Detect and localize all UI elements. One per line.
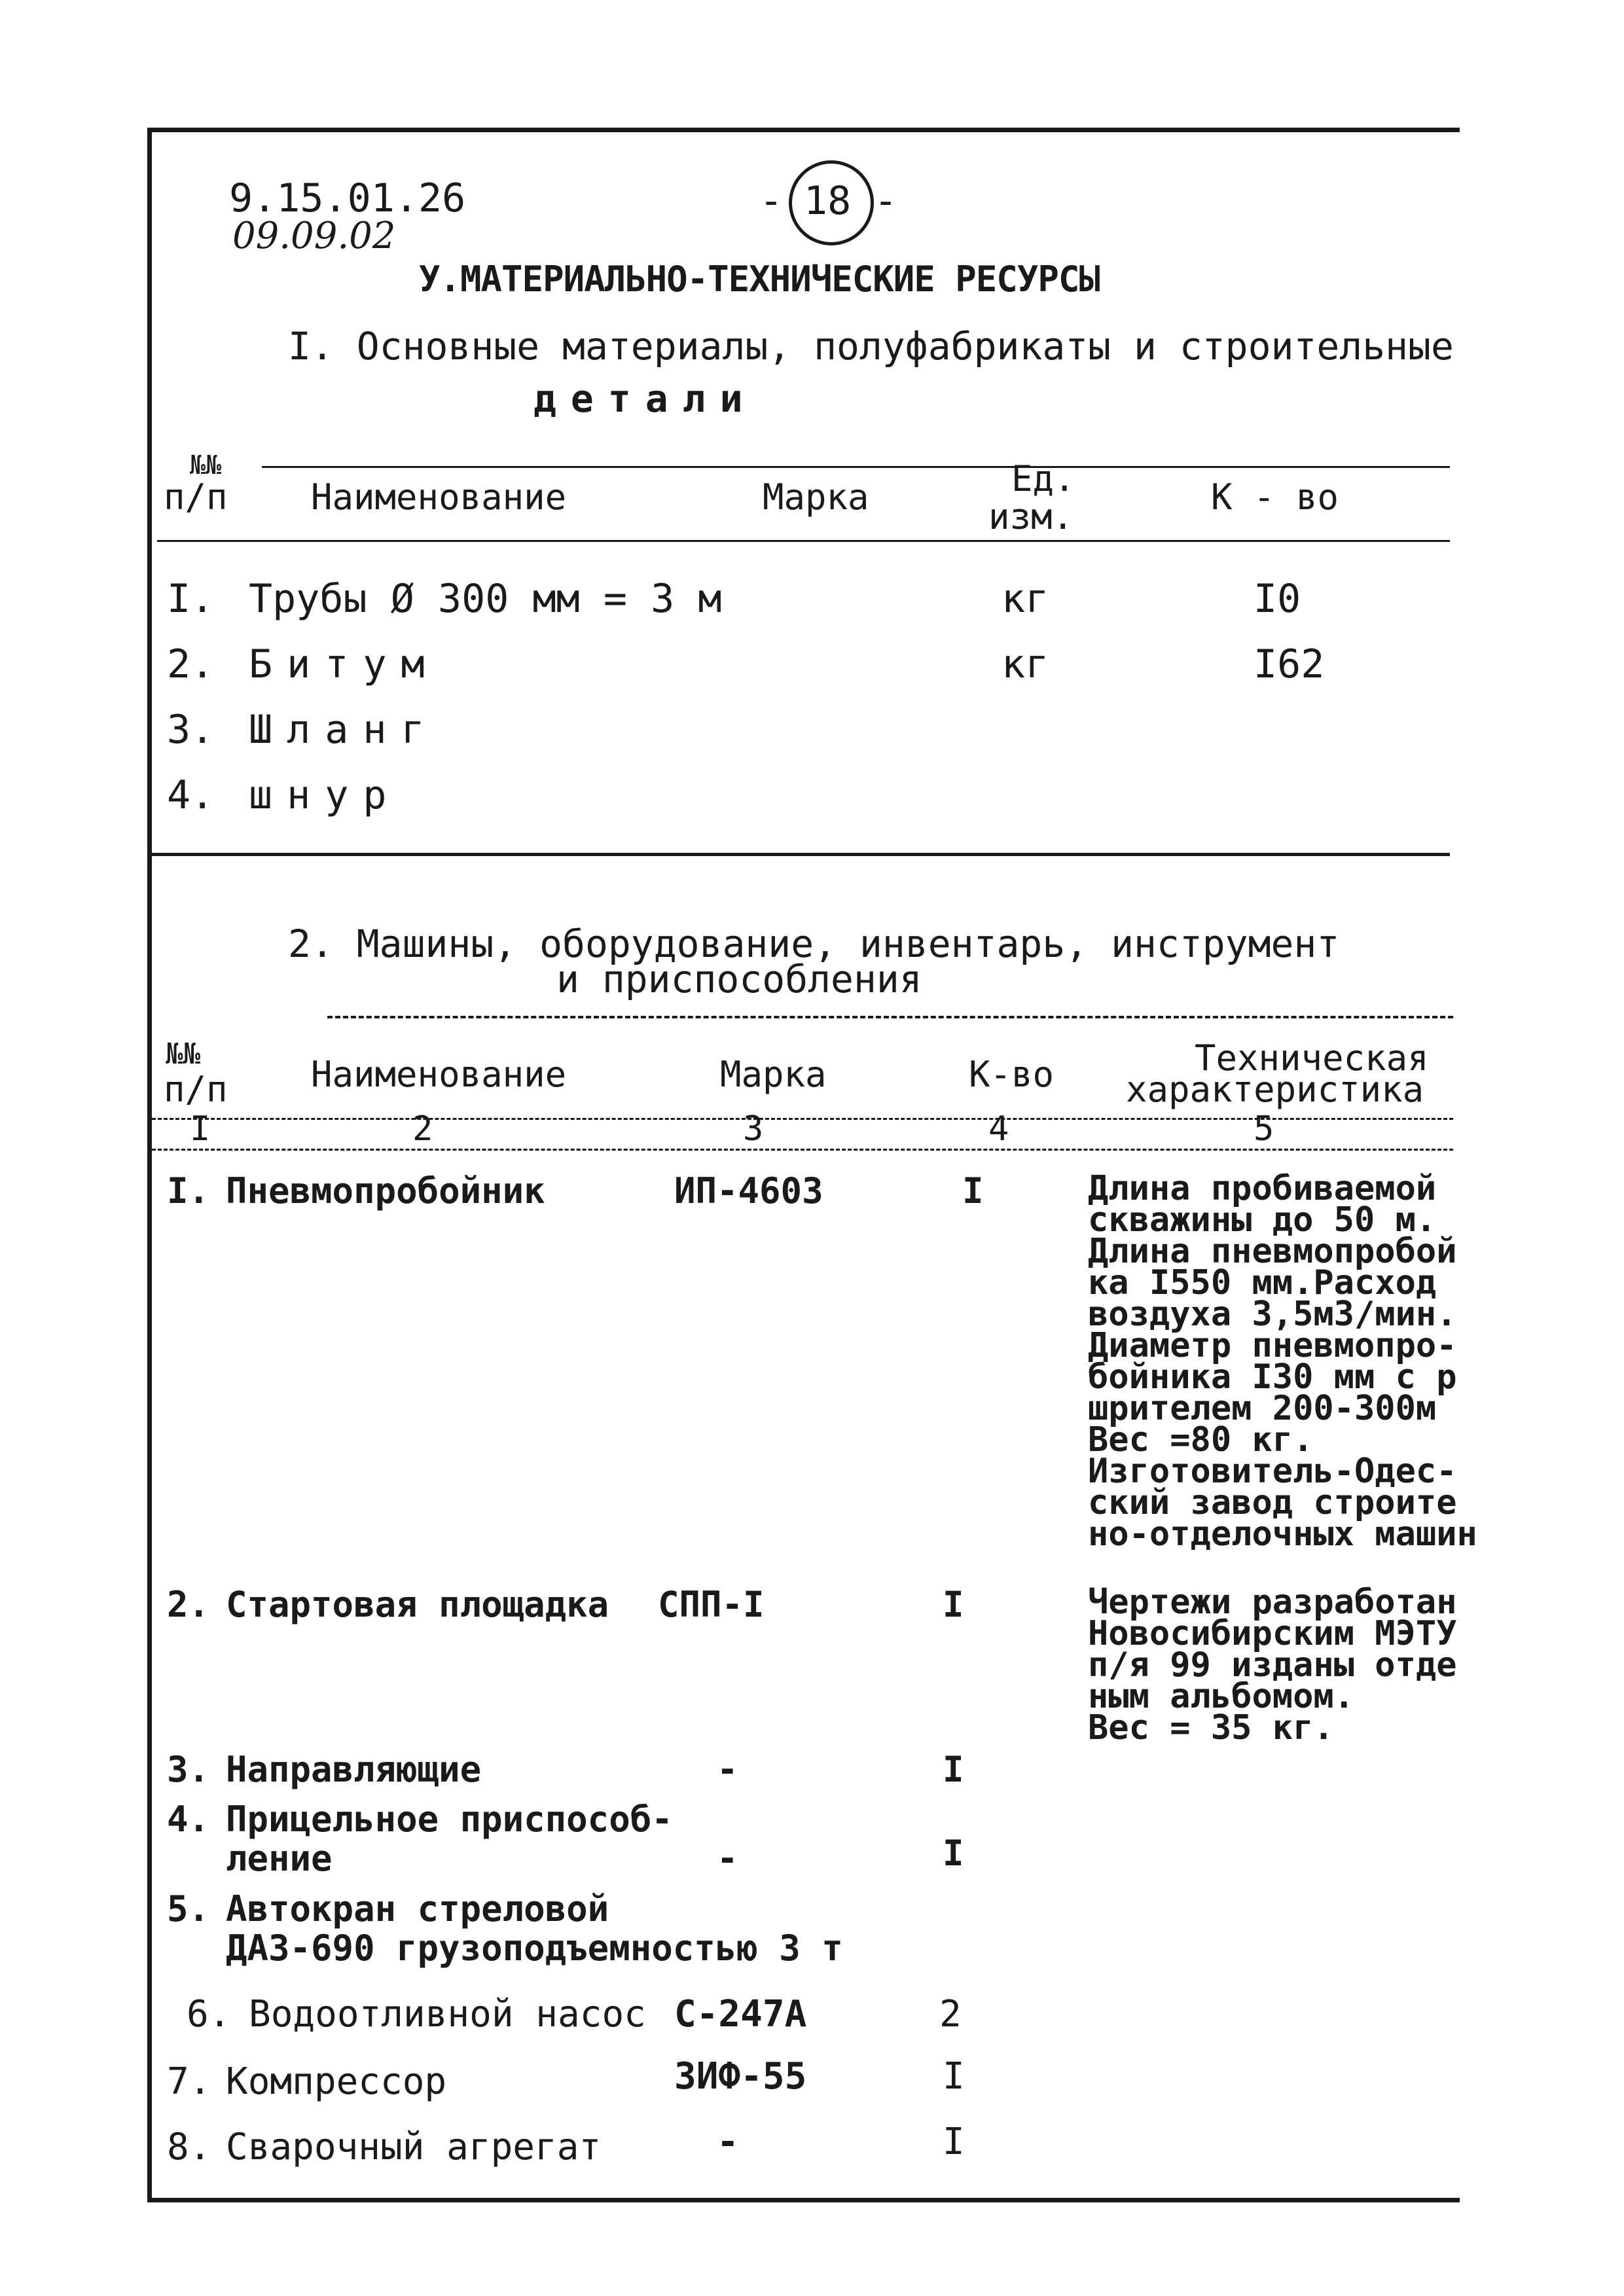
table2-header-top-rule (327, 1016, 1453, 1018)
table2-row-name: Направляющие (226, 1749, 482, 1790)
table1-row-num: 2. (167, 641, 215, 687)
table1-header-mark: Марка (763, 476, 869, 518)
table1-row-num: 4. (167, 772, 215, 818)
table2-row-qty: I (943, 1749, 964, 1790)
table2-header-name: Наименование (311, 1054, 567, 1095)
table1-row-name: Шланг (249, 707, 439, 753)
table2-row-mark: ЗИФ-55 (674, 2055, 807, 2098)
table1-row-num: I. (167, 576, 215, 622)
table2-row-name: Водоотливной насос (249, 1993, 646, 2036)
page-number-dash-right: - (874, 178, 898, 224)
table2-header-mark: Марка (720, 1054, 827, 1095)
table1-header-unit: изм. (988, 496, 1074, 537)
table2-row-qty: I (962, 1170, 984, 1211)
table1-header-num: п/п (164, 476, 228, 518)
table1-row-qty: I0 (1254, 576, 1301, 622)
table1-row-name: Трубы Ø 300 мм = 3 м (249, 576, 722, 622)
table2-row-mark: - (717, 1749, 738, 1790)
handwritten-date: 09.09.02 (232, 215, 396, 257)
table1-title: I. Основные материалы, полуфабрикаты и строительные (288, 324, 1454, 368)
table2-row-qty: 2 (939, 1993, 962, 2036)
table2-row-num: 3. (167, 1749, 210, 1790)
table2-header-num: п/п (164, 1069, 228, 1110)
table1-row-qty: I62 (1254, 641, 1325, 687)
table2-column-number: 2 (412, 1109, 433, 1149)
document-number: 9.15.01.26 (229, 175, 466, 221)
table2-row-mark: СПП-I (658, 1584, 765, 1625)
table2-row-num: 2. (167, 1584, 210, 1625)
table2-row-qty: I (943, 2055, 965, 2098)
table2-title-continued: и приспособления (556, 957, 922, 1001)
table2-column-number: 5 (1254, 1109, 1274, 1149)
frame-bottom-border (147, 2198, 1460, 2202)
table2-column-number: 4 (988, 1109, 1009, 1149)
table2-row-num: 5. (167, 1888, 210, 1929)
frame-top-border (147, 128, 1460, 132)
table1-header-name: Наименование (311, 476, 567, 518)
table2-row-name: Стартовая площадка (226, 1584, 609, 1625)
table2-header-tech-continued: характеристика (1126, 1069, 1424, 1110)
table2-row-name: Пневмопробойник (226, 1170, 545, 1211)
table1-header-qty: К - во (1211, 476, 1339, 518)
table2-row-name-continued: ление (226, 1838, 333, 1879)
table2-row-mark: ИП-4603 (674, 1170, 823, 1211)
table2-header-bottom-rule (152, 1149, 1453, 1151)
table2-row-qty: I (943, 1584, 964, 1625)
table2-row-num: 8. (167, 2126, 211, 2168)
table2-header-num-top: №№ (166, 1037, 200, 1071)
table2-column-number: 3 (743, 1109, 764, 1149)
frame-left-border (147, 128, 152, 2202)
table2-row-qty: I (943, 2121, 965, 2163)
section-title: У.МАТЕРИАЛЬНО-ТЕХНИЧЕСКИЕ РЕСУРСЫ (419, 259, 1100, 300)
table2-row-num: 7. (167, 2060, 211, 2103)
table1-row-unit: кг (1001, 641, 1049, 687)
table1-row-name: шнур (249, 772, 401, 818)
page-number-dash-left: - (759, 178, 784, 224)
table2-row-name: Автокран стреловой (226, 1888, 609, 1929)
table2-row-mark: - (717, 1838, 738, 1879)
table2-row-num: I. (167, 1170, 210, 1211)
table2-header-qty: К-во (969, 1054, 1055, 1095)
table2-row-name-continued: ДАЗ-690 грузоподъемностью 3 т (226, 1928, 843, 1969)
table2-row-mark: С-247А (674, 1993, 807, 2036)
table2-row-name: Компрессор (226, 2060, 447, 2103)
table2-row-num: 6. (187, 1993, 231, 2036)
table1-header-unit-top: Ед. (1011, 458, 1075, 499)
table2-column-number: I (190, 1109, 211, 1149)
table1-header-top-rule (262, 466, 1450, 468)
table2-row-tech: Чертежи разработан Новосибирским МЭТУ п/я 99 изданы отде ным альбомом. Вес = 35 кг. (1088, 1583, 1457, 1748)
table1-header-bottom-rule (157, 540, 1450, 542)
table1-row-name: Битум (249, 641, 439, 687)
table1-row-num: 3. (167, 707, 215, 753)
table2-row-name: Прицельное приспособ- (226, 1799, 673, 1840)
table2-row-qty: I (943, 1833, 964, 1874)
table2-title: 2. Машины, оборудование, инвентарь, инструмент (288, 922, 1340, 966)
table1-title-continued: детали (533, 376, 757, 421)
table2-row-mark: - (717, 2121, 739, 2163)
table1-bottom-rule (152, 853, 1450, 856)
table2-row-tech: Длина пробиваемой скважины до 50 м. Длина пневмопробой ка I550 мм.Расход воздуха 3,5м3/мин. Диаметр пневмопро- бойника I30 мм с р шрителем 200-300м Вес =80 кг. Изготовитель-Одес- ский завод строите но-отделочных машин (1088, 1169, 1477, 1554)
table2-row-num: 4. (167, 1799, 210, 1840)
table2-row-name: Сварочный агрегат (226, 2126, 602, 2168)
table2-header-tech: Техническая (1195, 1037, 1429, 1079)
table1-header-num-top: №№ (190, 450, 222, 480)
page-number: 18 (804, 178, 852, 224)
table1-row-unit: кг (1001, 576, 1049, 622)
